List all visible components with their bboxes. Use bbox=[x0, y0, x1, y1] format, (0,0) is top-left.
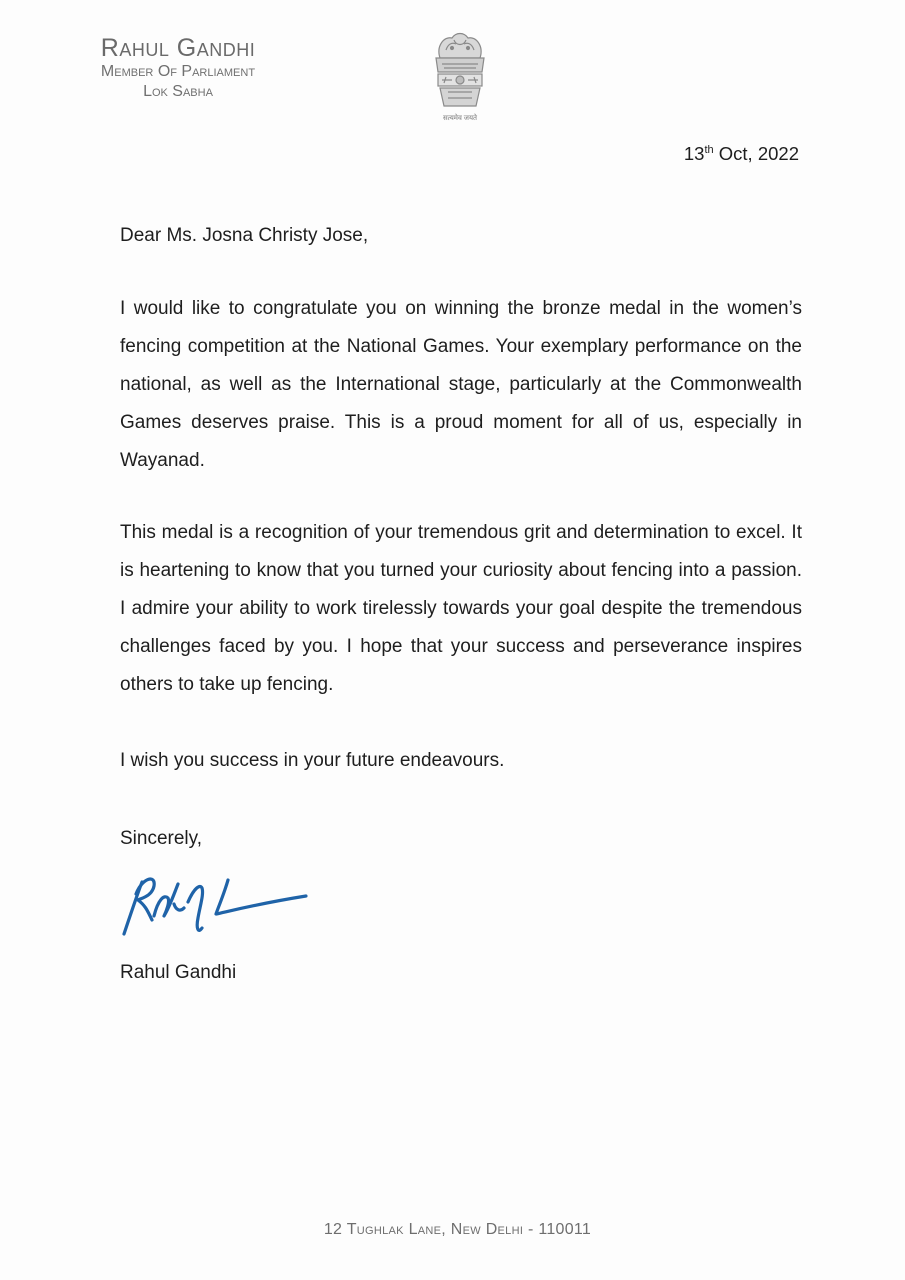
footer-address-text: 12 Tughlak Lane, New Delhi - 110011 bbox=[323, 1221, 592, 1238]
letter-date bbox=[684, 143, 799, 165]
date-rest: Oct, 2022 bbox=[713, 143, 799, 164]
signer-name: Rahul Gandhi bbox=[120, 962, 237, 983]
letterhead-title: Member Of Parliament bbox=[100, 63, 256, 80]
state-emblem-icon bbox=[426, 28, 494, 126]
letterhead bbox=[68, 34, 288, 102]
date-day: 13 bbox=[683, 143, 705, 164]
body-paragraph: This medal is a recognition of your tremendous grit and determination to excel. It is heartening to know that you turned your curiosity about fencing into a passion. I admire your ability to work tirelessly towards your goal despite the tremendous challenges faced by you. I hope that your success and perseverance inspires others to take up fencing. bbox=[120, 522, 802, 695]
emblem-motto: सत्यमेव जयते bbox=[442, 115, 478, 122]
closing: Sincerely, bbox=[120, 828, 203, 849]
body-paragraph: I would like to congratulate you on winning the bronze medal in the women’s fencing competition at the National Games. Your exemplary performance on the national, as well as the International stage, particularly at the Commonwealth Games deserves praise. This is a proud moment for all of us, especially in Wayanad. bbox=[120, 298, 802, 471]
handwritten-signature bbox=[116, 854, 316, 944]
letterhead-house: Lok Sabha bbox=[143, 83, 213, 100]
salutation: Dear Ms. Josna Christy Jose, bbox=[120, 225, 369, 246]
footer-address bbox=[0, 1221, 905, 1239]
body-paragraph: I wish you success in your future endeavours. bbox=[120, 750, 505, 771]
date-suffix: th bbox=[704, 144, 714, 156]
letterhead-name: Rahul Gandhi bbox=[100, 34, 256, 62]
